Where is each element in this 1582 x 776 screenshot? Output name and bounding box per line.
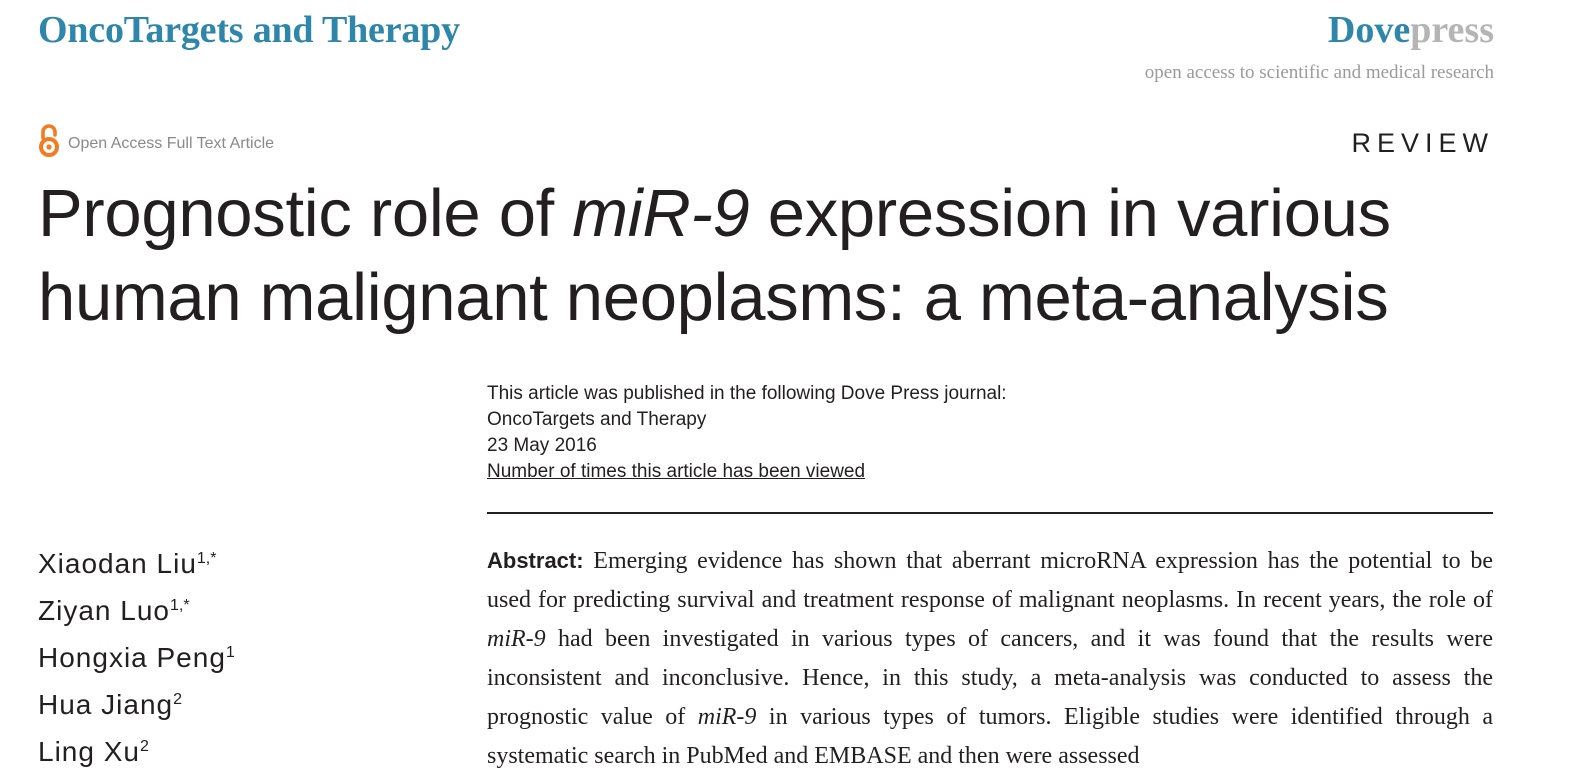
abstract: Abstract: Emerging evidence has shown that aberrant microRNA expression has the potential to be used for predicting survival and treatment response of malignant neoplasms. In recent years, the role of miR-9 had been investigated in various types of cancers, and it was found that the results were inconsistent and inconclusive. Hence, in this study, a meta-analysis was conducted to assess the prognostic value of miR-9 in various types of tumors. Eligible studies were identified through a systematic search in PubMed and EMBASE and then were assessed <box>487 548 1494 769</box>
author: Ziyan Luo$^{1,*}$ <box>38 595 190 626</box>
open-access-icon <box>38 124 60 163</box>
publication-journal: OncoTargets and Therapy <box>487 409 707 430</box>
divider <box>487 512 1493 514</box>
open-access-label: Open Access Full Text Article <box>68 134 275 152</box>
open-access-badge <box>38 124 274 163</box>
author-list <box>38 538 235 773</box>
publisher-tagline: open access to scientific and medical research <box>1144 62 1494 83</box>
publication-statement: This article was published in the following Dove Press journal: <box>487 383 1007 404</box>
views-link[interactable]: Number of times this article has been viewed <box>487 461 866 482</box>
publisher-logo: Dovepress <box>1327 9 1494 51</box>
publication-info <box>487 381 1007 485</box>
author: Xiaodan Liu$^{1,*}$ <box>38 548 217 579</box>
author: Ling Xu$^2$ <box>38 736 149 767</box>
article-type: REVIEW <box>1351 128 1494 158</box>
author: Hua Jiang$^2$ <box>38 689 182 720</box>
publication-date: 23 May 2016 <box>487 435 597 456</box>
article-title: Prognostic role of miR-9 expression in various human malignant neoplasms: a meta-analysis <box>38 176 1391 335</box>
journal-name: OncoTargets and Therapy <box>38 9 460 51</box>
abstract-label: Abstract: <box>487 548 584 573</box>
author: Hongxia Peng$^1$ <box>38 642 235 673</box>
